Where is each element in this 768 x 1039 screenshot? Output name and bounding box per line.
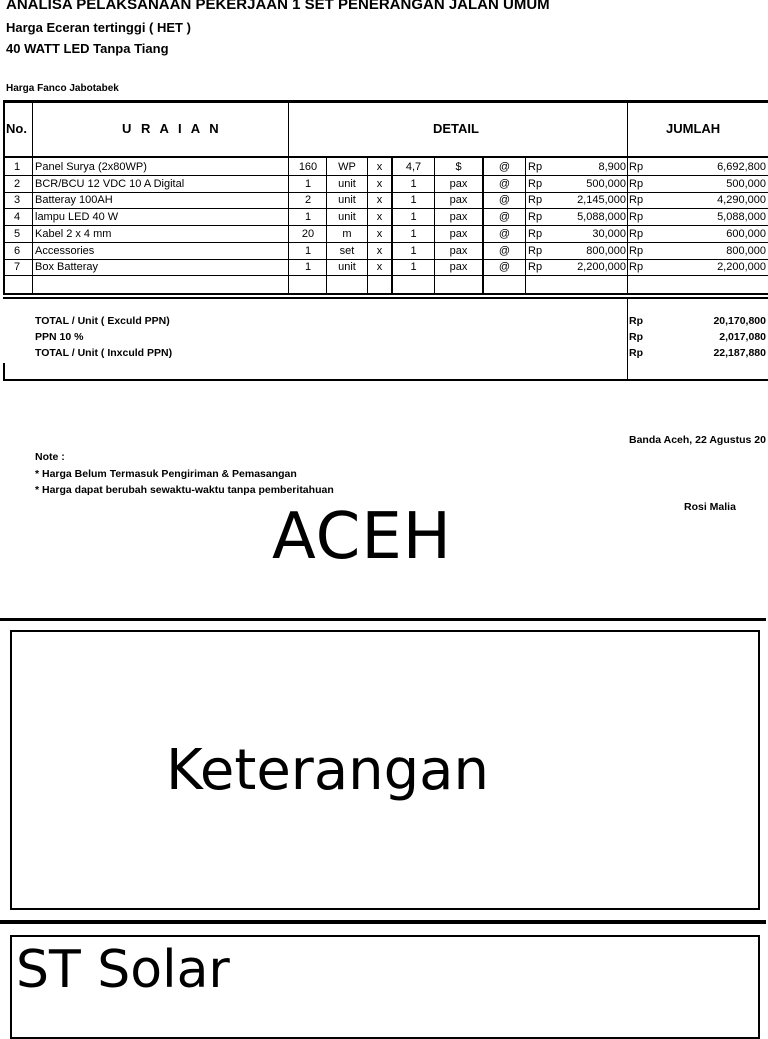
total-incl-currency: Rp (629, 347, 643, 359)
row-currency: Rp (528, 161, 543, 173)
row-quantity: 1 (304, 244, 312, 257)
row-per-unit: $ (455, 161, 462, 173)
row-total: 500,000 (726, 177, 766, 190)
col-header-no: No. (6, 121, 27, 136)
row-total: 4,290,000 (717, 194, 766, 207)
row-at: @ (498, 194, 511, 207)
row-times: x (376, 211, 383, 224)
row-at: @ (498, 211, 511, 224)
row-multiplier: 4,7 (405, 161, 422, 173)
row-quantity: 160 (298, 161, 318, 173)
row-total-currency: Rp (629, 161, 644, 173)
row-separator (3, 275, 768, 276)
row-total: 600,000 (726, 227, 766, 240)
row-currency: Rp (528, 211, 543, 224)
row-quantity: 1 (304, 211, 312, 224)
row-description: Panel Surya (2x80WP) (35, 161, 147, 173)
row-unit-price: 2,200,000 (577, 261, 626, 274)
row-unit: set (339, 244, 355, 257)
row-total-currency: Rp (629, 194, 644, 207)
total-incl-label: TOTAL / Unit ( Inxculd PPN) (35, 347, 173, 359)
totals-bottom-border (3, 379, 768, 381)
product-name: 40 WATT LED Tanpa Tiang (6, 41, 169, 56)
row-times: x (376, 177, 383, 190)
row-description: Kabel 2 x 4 mm (35, 227, 112, 240)
row-unit-price: 5,088,000 (577, 211, 626, 224)
ppn-currency: Rp (629, 331, 643, 343)
document-subtitle: Harga Eceran tertinggi ( HET ) (6, 20, 191, 35)
row-description: Box Batteray (35, 261, 98, 274)
note-line-2: * Harga dapat berubah sewaktu-waktu tanpa pemberitahuan (35, 484, 334, 496)
row-multiplier: 1 (410, 244, 417, 257)
row-currency: Rp (528, 261, 543, 274)
row-times: x (376, 194, 383, 207)
row-description: BCR/BCU 12 VDC 10 A Digital (35, 177, 185, 190)
col-divider-detail (627, 100, 628, 295)
row-at: @ (498, 177, 511, 190)
row-quantity: 1 (304, 177, 312, 190)
col-header-jumlah: JUMLAH (666, 121, 721, 136)
col-header-detail: DETAIL (433, 121, 479, 136)
row-unit: unit (338, 261, 356, 274)
row-no: 5 (13, 227, 21, 240)
row-per-unit: pax (449, 211, 468, 224)
row-multiplier: 1 (410, 194, 417, 207)
row-total: 5,088,000 (717, 211, 766, 224)
row-unit-price: 800,000 (586, 244, 626, 257)
price-source: Harga Fanco Jabotabek (6, 83, 119, 94)
row-unit-price: 30,000 (592, 227, 626, 240)
row-unit: unit (338, 177, 356, 190)
ppn-label: PPN 10 % (35, 331, 84, 343)
row-total: 6,692,800 (717, 161, 766, 173)
col-divider-no (32, 100, 33, 295)
row-multiplier: 1 (410, 211, 417, 224)
row-at: @ (498, 261, 511, 274)
row-total-currency: Rp (629, 177, 644, 190)
row-no: 4 (13, 211, 21, 224)
st-solar-heading: ST Solar (16, 940, 230, 1000)
note-heading: Note : (35, 451, 65, 463)
row-times: x (376, 244, 383, 257)
row-currency: Rp (528, 244, 543, 257)
keterangan-heading: Keterangan (166, 738, 489, 803)
row-total-currency: Rp (629, 227, 644, 240)
row-total: 800,000 (726, 244, 766, 257)
row-total-currency: Rp (629, 244, 644, 257)
row-multiplier: 1 (410, 177, 417, 190)
totals-top-border (3, 297, 768, 299)
row-quantity: 1 (304, 261, 312, 274)
row-unit: m (342, 227, 352, 240)
total-excl-value: 20,170,800 (713, 315, 766, 327)
row-no: 6 (13, 244, 21, 257)
row-no: 7 (13, 261, 21, 274)
row-description: Batteray 100AH (35, 194, 113, 207)
totals-left-tick (3, 363, 5, 381)
row-no: 1 (13, 161, 21, 173)
row-no: 2 (13, 177, 21, 190)
row-currency: Rp (528, 177, 543, 190)
row-total: 2,200,000 (717, 261, 766, 274)
row-total-currency: Rp (629, 211, 644, 224)
table-left-border (3, 100, 5, 295)
row-per-unit: pax (449, 261, 468, 274)
row-per-unit: pax (449, 227, 468, 240)
row-at: @ (498, 227, 511, 240)
row-times: x (376, 161, 383, 173)
row-per-unit: pax (449, 244, 468, 257)
row-per-unit: pax (449, 177, 468, 190)
row-unit-price: 500,000 (586, 177, 626, 190)
row-multiplier: 1 (410, 261, 417, 274)
row-at: @ (498, 244, 511, 257)
header-bottom-border (3, 156, 768, 158)
totals-divider (627, 297, 628, 381)
total-excl-currency: Rp (629, 315, 643, 327)
row-description: Accessories (35, 244, 95, 257)
note-line-1: * Harga Belum Termasuk Pengiriman & Pemasangan (35, 468, 297, 480)
document-title: ANALISA PELAKSANAAN PEKERJAAN 1 SET PENERANGAN JALAN UMUM (6, 0, 550, 13)
row-multiplier: 1 (410, 227, 417, 240)
row-quantity: 20 (301, 227, 315, 240)
row-at: @ (498, 161, 511, 173)
row-unit: unit (338, 211, 356, 224)
col-divider-uraian (288, 100, 289, 295)
row-unit-price: 8,900 (598, 161, 626, 173)
total-incl-value: 22,187,880 (713, 347, 766, 359)
row-per-unit: pax (449, 194, 468, 207)
table-bottom-border (3, 293, 768, 295)
place-date: Banda Aceh, 22 Agustus 20 (629, 434, 766, 446)
row-times: x (376, 261, 383, 274)
row-description: lampu LED 40 W (35, 211, 119, 224)
total-excl-label: TOTAL / Unit ( Exculd PPN) (35, 315, 170, 327)
row-total-currency: Rp (629, 261, 644, 274)
row-times: x (376, 227, 383, 240)
table-top-border (3, 100, 768, 103)
row-currency: Rp (528, 227, 543, 240)
row-currency: Rp (528, 194, 543, 207)
aceh-heading: ACEH (272, 500, 452, 574)
ppn-value: 2,017,080 (719, 331, 766, 343)
row-no: 3 (13, 194, 21, 207)
row-unit: WP (338, 161, 356, 173)
signer-name: Rosi Malia (684, 501, 736, 513)
row-quantity: 2 (304, 194, 312, 207)
row-unit: unit (338, 194, 356, 207)
row-unit-price: 2,145,000 (577, 194, 626, 207)
col-header-uraian: U R A I A N (122, 121, 222, 136)
